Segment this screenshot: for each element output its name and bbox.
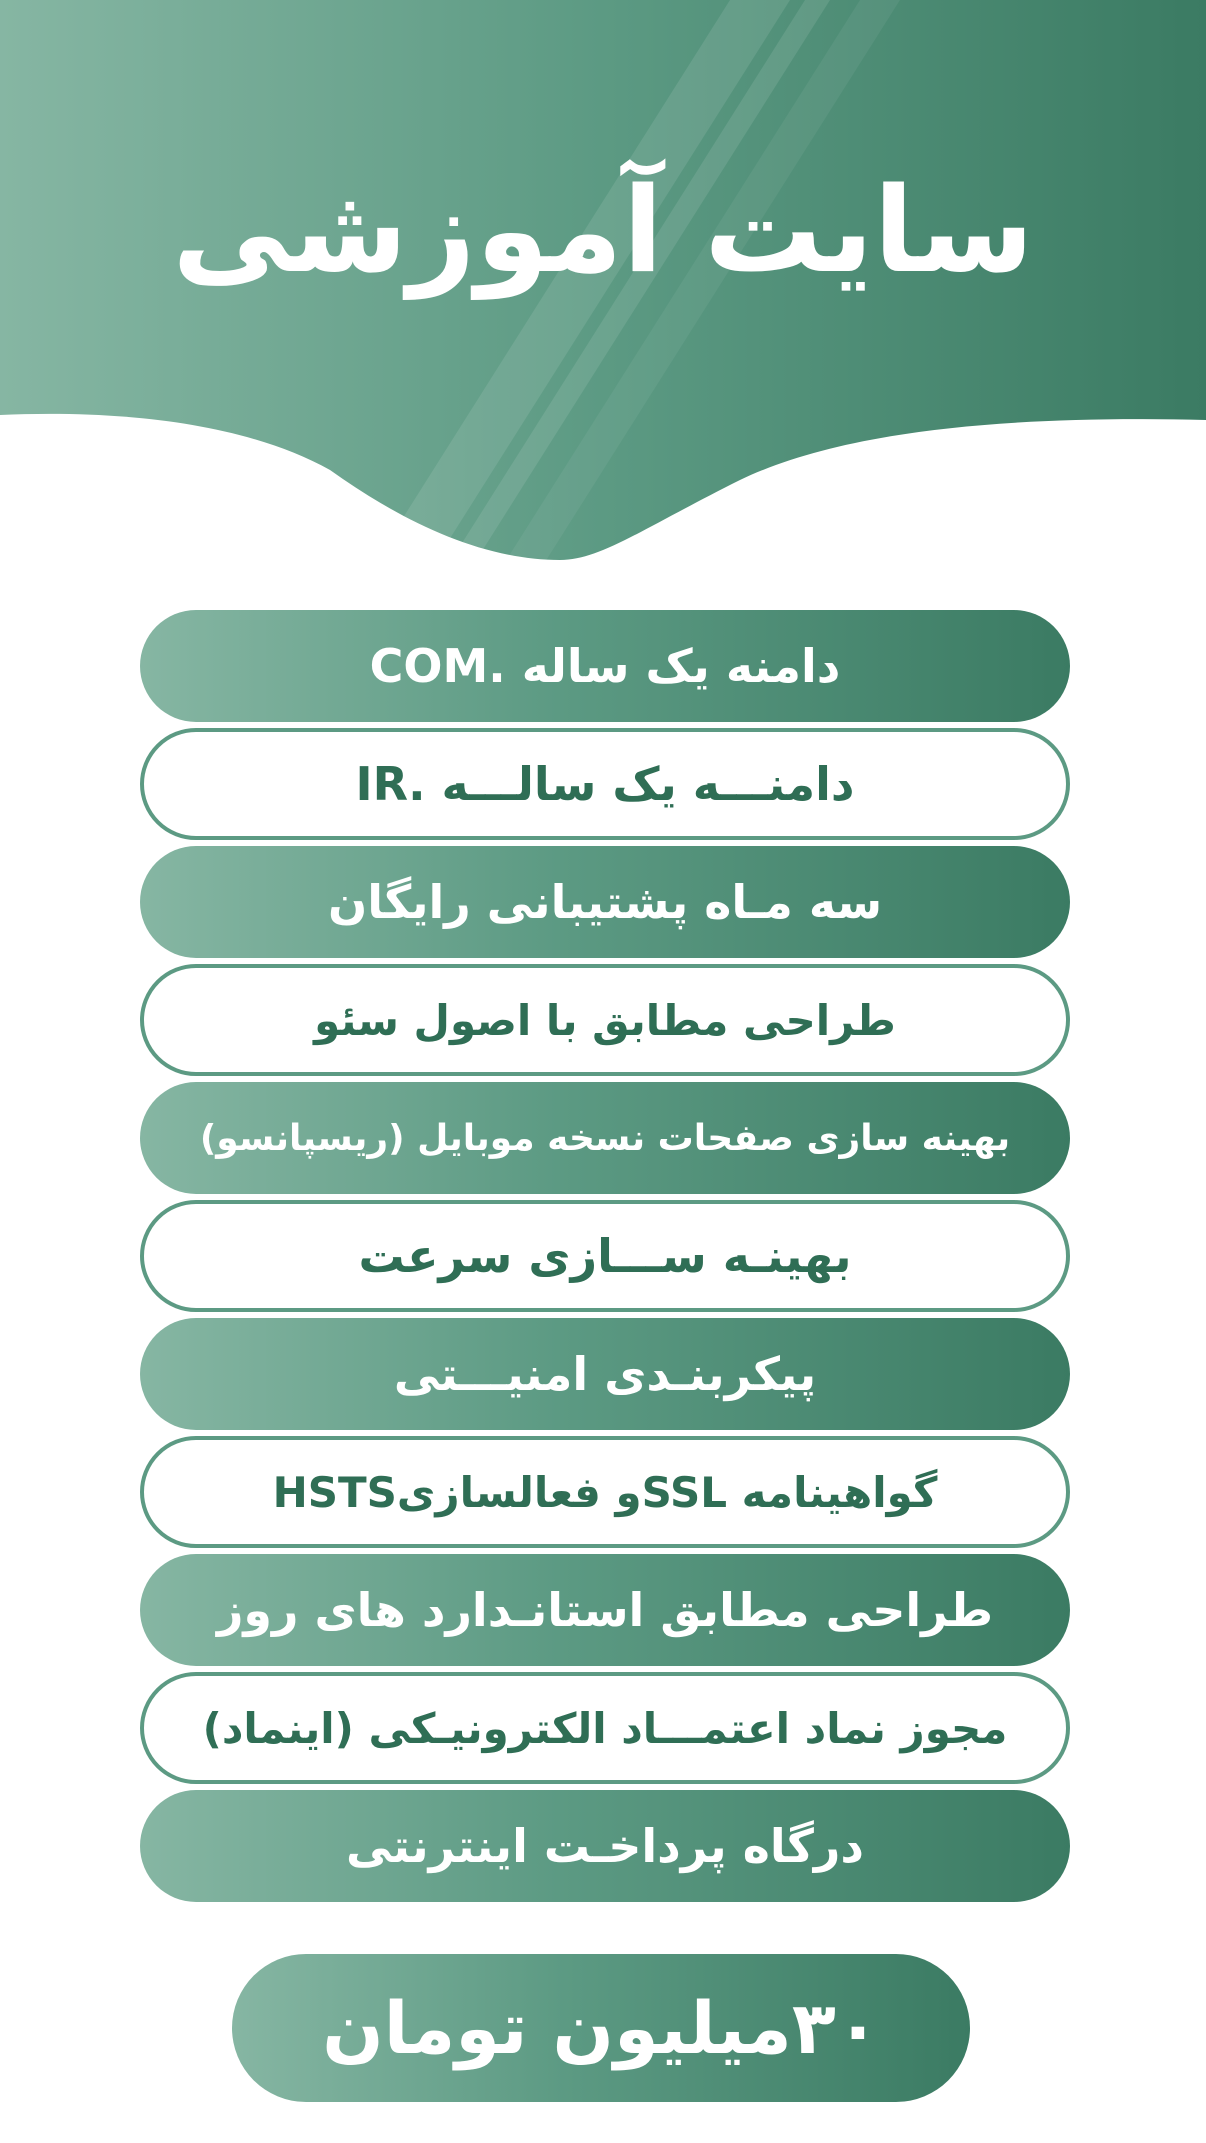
feature-item: بهینه سازی صفحات نسخه موبایل (ریسپانسو) [140,1082,1070,1194]
price-badge: ۳۰میلیون تومان [232,1954,970,2102]
feature-item: طراحی مطابق استانـدارد های روز [140,1554,1070,1666]
feature-item: سه مـاه پشتیبانی رایگان [140,846,1070,958]
page-title: سایت آموزشی [172,161,1034,299]
feature-item: گواهینامه SSLو فعالسازیHSTS [140,1436,1070,1548]
feature-list [140,610,1070,1908]
feature-item: دامنه یک ساله .COM [140,610,1070,722]
feature-item: مجوز نماد اعتمـــاد الکترونیـکی (اینماد) [140,1672,1070,1784]
feature-item: طراحی مطابق با اصول سئو [140,964,1070,1076]
feature-item: دامنـــه یک سالـــه .IR [140,728,1070,840]
feature-item: بهینـه ســـازی سرعت [140,1200,1070,1312]
feature-item: پیکربنـدی امنیـــتی [140,1318,1070,1430]
feature-item: درگاه پرداخـت اینترنتی [140,1790,1070,1902]
